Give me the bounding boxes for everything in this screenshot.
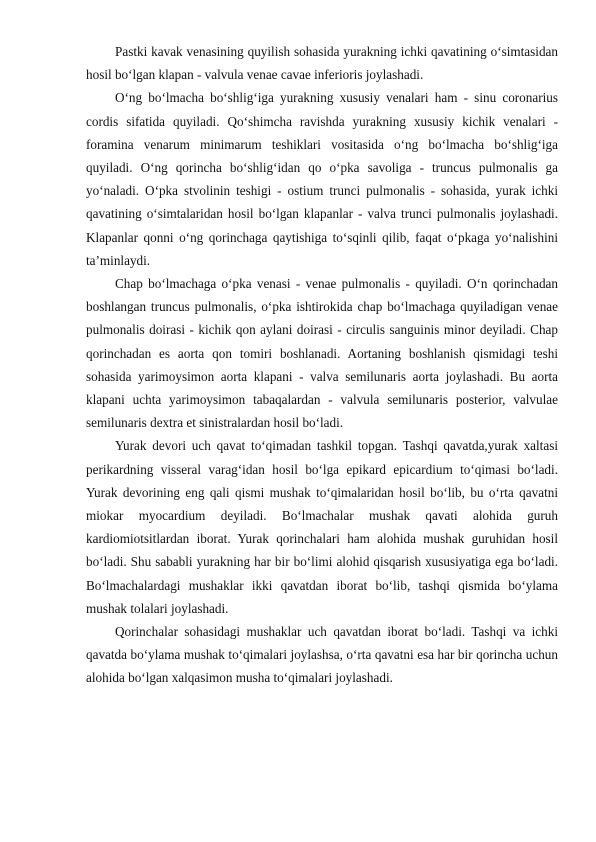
paragraph-right-atrium: O‘ng bo‘lmacha bo‘shlig‘iga yurakning xususiy venalari ham - sinu coronarius cordis sifatida quyiladi. Qo‘shimcha ravishda yurakning xususiy kichik venalari - foramina venarum minimarum teshiklari vositasida o‘ng bo‘lmacha bo‘shlig‘iga quyiladi. O‘ng qorincha bo‘shlig‘idan qo o‘pka savoliga - truncus pulmonalis ga yo‘naladi. O‘pka stvolinin teshigi - ostium trunci pulmonalis - sohasida, yurak ichki qavatining o‘simtalaridan hosil bo‘lgan klapanlar - valva trunci pulmonalis joylashadi. Klapanlar qonni o‘ng qorinchaga qaytishiga to‘sqinli qilib, faqat o‘pkaga yo‘nalishini ta’minlaydi. (86, 90, 558, 268)
paragraph-ventricle-muscles: Qorinchalar sohasidagi mushaklar uch qavatdan iborat bo‘ladi. Tashqi va ichki qavatda bo‘ylama mushak to‘qimalari joylashsa, o‘rta qavatni esa har bir qorincha uchun alohida bo‘lgan xalqasimon musha to‘qimalari joylashadi. (86, 624, 558, 686)
document-page (86, 40, 558, 690)
paragraph-vena-cava-valve: Pastki kavak venasining quyilish sohasida yurakning ichki qavatining o‘simtasidan hosil bo‘lgan klapan - valvula venae cavae inferioris joylashadi. (86, 44, 558, 83)
paragraph-heart-wall: Yurak devori uch qavat to‘qimadan tashkil topgan. Tashqi qavatda,yurak xaltasi perikardning visseral varag‘idan hosil bo‘lga epikard epicardium to‘qimasi bo‘ladi. Yurak devorining eng qali qismi mushak to‘qimalaridan hosil bo‘lib, bu o‘rta qavatni miokar myocardium deyiladi. Bo‘lmachalar mushak qavati alohida guruh kardiomiotsitlardan iborat. Yurak qorinchalari ham alohida mushak guruhidan hosil bo‘ladi. Shu sababli yurakning har bir bo‘limi alohid qisqarish xususiyatiga ega bo‘ladi. Bo‘lmachalardagi mushaklar ikki qavatdan iborat bo‘lib, tashqi qismida bo‘ylama mushak tolalari joylashadi. (86, 438, 558, 616)
paragraph-left-atrium: Chap bo‘lmachaga o‘pka venasi - venae pulmonalis - quyiladi. O‘n qorinchadan boshlangan truncus pulmonalis, o‘pka ishtirokida chap bo‘lmachaga quyiladigan venae pulmonalis doirasi - kichik qon aylani doirasi - circulis sanguinis minor deyiladi. Chap qorinchadan es aorta qon tomiri boshlanadi. Aortaning boshlanish qismidagi teshi sohasida yarimoysimon aorta klapani - valva semilunaris aorta joylashadi. Bu aorta klapani uchta yarimoysimon tabaqalardan - valvula semilunaris posterior, valvulae semilunaris dextra et sinistralardan hosil bo‘ladi. (86, 276, 558, 431)
